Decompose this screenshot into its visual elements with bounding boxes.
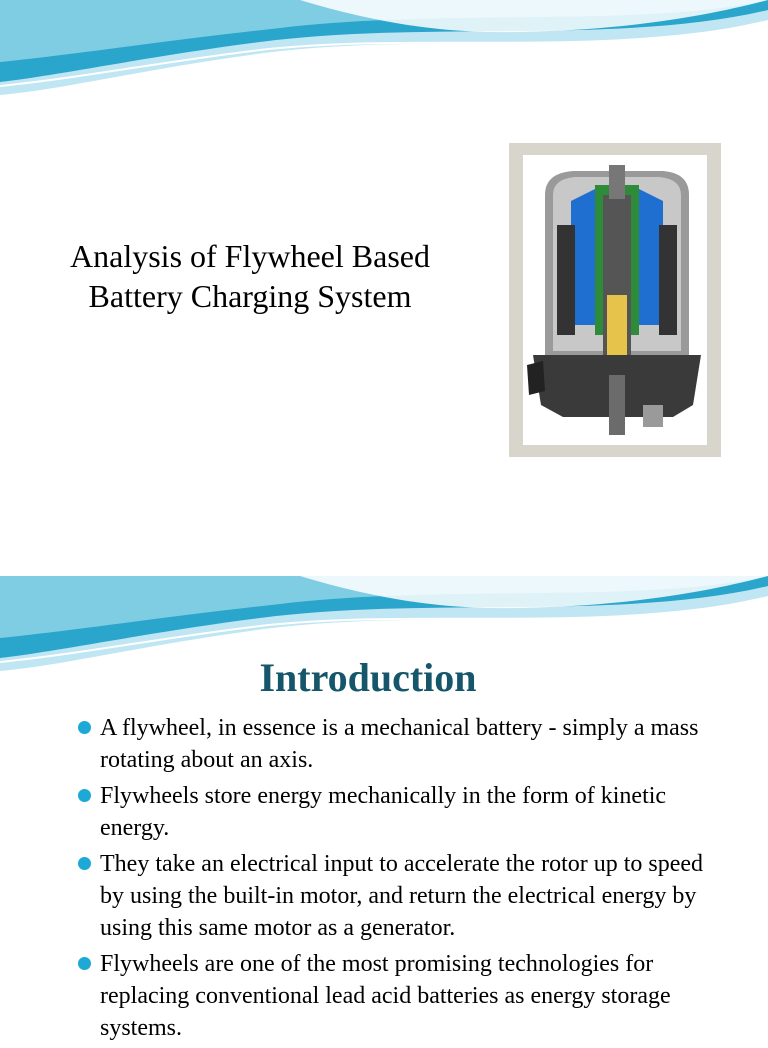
bullet-text: A flywheel, in essence is a mechanical battery - simply a mass rotating about an axis. [100,715,699,773]
bullet-icon [78,721,91,734]
bullet-icon [78,789,91,802]
title-line-1: Analysis of Flywheel Based [70,238,430,274]
list-item [78,712,718,776]
bullet-text: They take an electrical input to accelerate the rotor up to speed by using the built-in motor, and return the electrical energy by using this same motor as a generator. [100,851,704,941]
wave-header-decoration [0,0,768,100]
bullet-text: Flywheels are one of the most promising technologies for replacing conventional lead acid batteries as energy storage systems. [100,951,671,1041]
list-item [78,948,718,1044]
title-line-2: Battery Charging System [88,278,412,314]
introduction-slide [0,576,768,1041]
bullet-text: Flywheels store energy mechanically in the form of kinetic energy. [100,783,667,841]
list-item [78,848,718,944]
presentation-title [40,236,460,316]
bullet-icon [78,957,91,970]
flywheel-cutaway-icon [523,155,707,445]
flywheel-image-frame [509,143,721,457]
list-item [78,780,718,844]
bullet-icon [78,857,91,870]
section-heading: Introduction [259,655,477,700]
bullet-list [78,712,718,1048]
